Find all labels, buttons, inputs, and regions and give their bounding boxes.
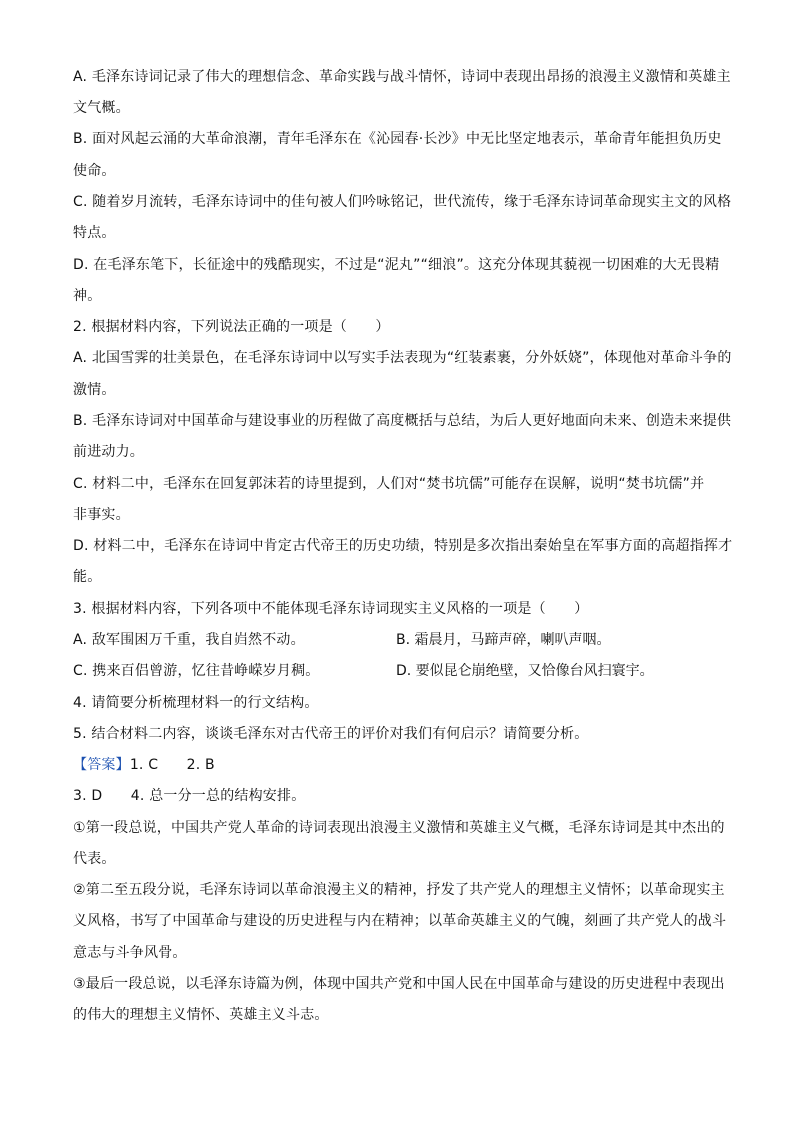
- q2-option-d-line2: 能。: [73, 569, 102, 585]
- answer-p3-line2: 的伟大的理想主义情怀、英雄主义斗志。: [73, 1007, 329, 1023]
- q3-option-b: B. 霜晨月，马蹄声碎，喇叭声咽。: [396, 632, 611, 648]
- q1-option-b-line2: 使命。: [73, 163, 116, 179]
- answer-p3-line1: ③最后一段总说，以毛泽东诗篇为例，体现中国共产党和中国人民在中国革命与建设的历史进程中表现出: [73, 976, 725, 992]
- answer-tag: 【答案】: [73, 757, 130, 773]
- answer-first: 1. C 2. B: [129, 757, 215, 773]
- q1-option-a-line1: A. 毛泽东诗词记录了伟大的理想信念、革命实践与战斗情怀，诗词中表现出昂扬的浪漫主义激情和英雄主: [73, 69, 731, 85]
- q2-stem: 2. 根据材料内容，下列说法正确的一项是（ ）: [73, 319, 390, 335]
- answer-p2-line2: 义风格，书写了中国革命与建设的历史进程与内在精神；以革命英雄主义的气魄，刻画了共产党人的战斗: [73, 913, 727, 929]
- q3-option-a: A. 敌军围困万千重，我自岿然不动。: [73, 632, 305, 648]
- q3-option-c: C. 携来百侣曾游，忆往昔峥嵘岁月稠。: [73, 663, 320, 679]
- q1-option-a-line2: 文气概。: [73, 100, 130, 116]
- q5-stem: 5. 结合材料二内容，谈谈毛泽东对古代帝王的评价对我们有何启示？请简要分析。: [73, 726, 589, 742]
- q1-option-c-line2: 特点。: [73, 225, 116, 241]
- q2-option-d-line1: D. 材料二中，毛泽东在诗词中肯定古代帝王的历史功绩，特别是多次指出秦始皇在军事方面的高超指挥才: [73, 538, 733, 554]
- q2-option-b-line1: B. 毛泽东诗词对中国革命与建设事业的历程做了高度概括与总结，为后人更好地面向未来、创造未来提供: [73, 413, 732, 429]
- q2-option-c-line1: C. 材料二中，毛泽东在回复郭沫若的诗里提到，人们对“焚书坑儒”可能存在误解，说明“焚书坑儒”并: [73, 476, 705, 492]
- q2-option-a-line2: 激情。: [73, 382, 116, 398]
- answer-p1-line1: ①第一段总说，中国共产党人革命的诗词表现出浪漫主义激情和英雄主义气概，毛泽东诗词是其中杰出的: [73, 820, 725, 836]
- answer-line2: 3. D 4. 总一分一总的结构安排。: [73, 788, 306, 804]
- q1-option-b-line1: B. 面对风起云涌的大革命浪潮，青年毛泽东在《沁园春·长沙》中无比坚定地表示，革命青年能担负历史: [73, 131, 722, 147]
- answer-p2-line1: ②第二至五段分说，毛泽东诗词以革命浪漫主义的精神，抒发了共产党人的理想主义情怀；以革命现实主: [73, 882, 725, 898]
- q2-option-b-line2: 前进动力。: [73, 444, 144, 460]
- q1-option-c-line1: C. 随着岁月流转，毛泽东诗词中的佳句被人们吟咏铭记，世代流传，缘于毛泽东诗词革命现实主文的风格: [73, 194, 732, 210]
- answer-p1-line2: 代表。: [73, 851, 116, 867]
- q2-option-c-line2: 非事实。: [73, 507, 130, 523]
- q2-option-a-line1: A. 北国雪霁的壮美景色，在毛泽东诗词中以写实手法表现为“红装素裹，分外妖娆”，体现他对革命斗争的: [73, 350, 732, 366]
- q1-option-d-line1: D. 在毛泽东笔下，长征途中的残酷现实，不过是“泥丸”“细浪”。这充分体现其藐视一切困难的大无畏精: [73, 257, 720, 273]
- answer-line1: [73, 756, 215, 774]
- q4-stem: 4. 请简要分析梳理材料一的行文结构。: [73, 695, 319, 711]
- q3-stem: 3. 根据材料内容，下列各项中不能体现毛泽东诗词现实主义风格的一项是（ ）: [73, 601, 589, 617]
- q3-option-d: D. 要似昆仑崩绝壁，又恰像台风扫寰宇。: [396, 663, 654, 679]
- q1-option-d-line2: 神。: [73, 288, 102, 304]
- answer-p2-line3: 意志与斗争风骨。: [73, 945, 187, 961]
